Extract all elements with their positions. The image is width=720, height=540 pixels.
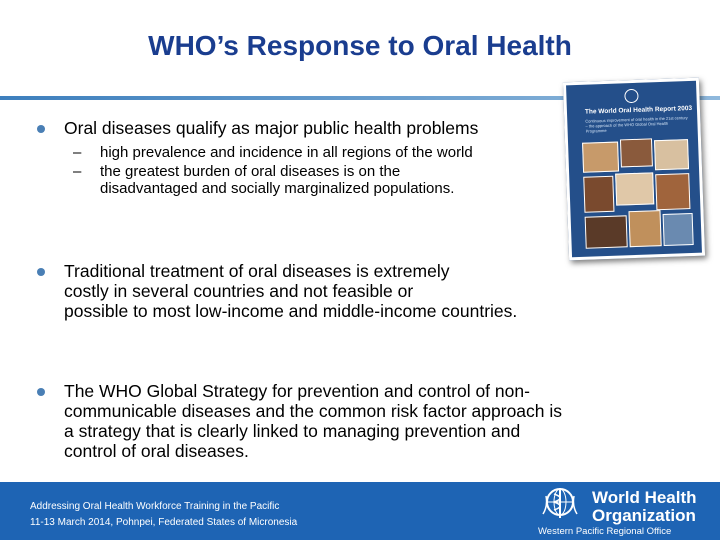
bullet-2-line: Traditional treatment of oral diseases is extremely (64, 261, 450, 281)
bullet-dot-icon (37, 388, 45, 396)
bullet-3-line: The WHO Global Strategy for prevention and control of non- (64, 381, 530, 401)
bullet-3-line: communicable diseases and the common risk factor approach is (64, 401, 563, 421)
report-subtitle: Continuous improvement of oral health in the 21st century – the approach of the WHO Global Oral Health Programme (585, 115, 688, 134)
report-title: The World Oral Health Report 2003 (584, 104, 693, 116)
dash-marker: – (73, 163, 82, 180)
who-emblem-icon (540, 486, 580, 520)
bullet-dot-icon (37, 268, 45, 276)
photo-tile (655, 173, 690, 210)
bullet-2 (64, 261, 517, 321)
who-logo-icon (624, 89, 638, 103)
slide-title: WHO’s Response to Oral Health (148, 30, 572, 61)
sub-bullet-1-line: high prevalence and incidence in all regions of the world (100, 144, 473, 161)
sub-bullet-2-line: the greatest burden of oral diseases is on the (100, 163, 401, 180)
photo-tile (582, 142, 619, 173)
sub-bullet-1 (73, 144, 473, 161)
bullet-3-line: a strategy that is clearly linked to managing prevention and (64, 421, 521, 441)
photo-tile (654, 139, 689, 170)
bullet-3 (64, 381, 562, 461)
bullet-1-line: Oral diseases qualify as major public health problems (64, 118, 479, 138)
bullet-3-line: control of oral diseases. (64, 441, 249, 461)
bullet-1 (64, 118, 478, 138)
photo-tile (663, 213, 694, 246)
photo-tile (583, 176, 614, 213)
bullet-2-line: costly in several countries and not feasible or (64, 281, 414, 301)
report-cover-image (563, 78, 705, 261)
photo-tile (615, 172, 654, 205)
footer-date-location: 11-13 March 2014, Pohnpei, Federated States of Micronesia (30, 517, 298, 528)
photo-tile (628, 210, 661, 247)
bullet-dot-icon (37, 125, 45, 133)
regional-office: Western Pacific Regional Office (538, 526, 672, 537)
who-name-line-2: Organization (592, 506, 696, 525)
photo-tile (585, 215, 628, 248)
footer-bar (0, 482, 720, 540)
sub-bullet-2 (73, 163, 455, 197)
photo-tile (620, 138, 653, 167)
bullet-2-line: possible to most low-income and middle-income countries. (64, 301, 518, 321)
dash-marker: – (73, 144, 82, 161)
footer-event: Addressing Oral Health Workforce Training in the Pacific (30, 501, 280, 512)
who-name-line-1: World Health (592, 488, 697, 507)
sub-bullet-2-line: disadvantaged and socially marginalized populations. (100, 180, 455, 197)
